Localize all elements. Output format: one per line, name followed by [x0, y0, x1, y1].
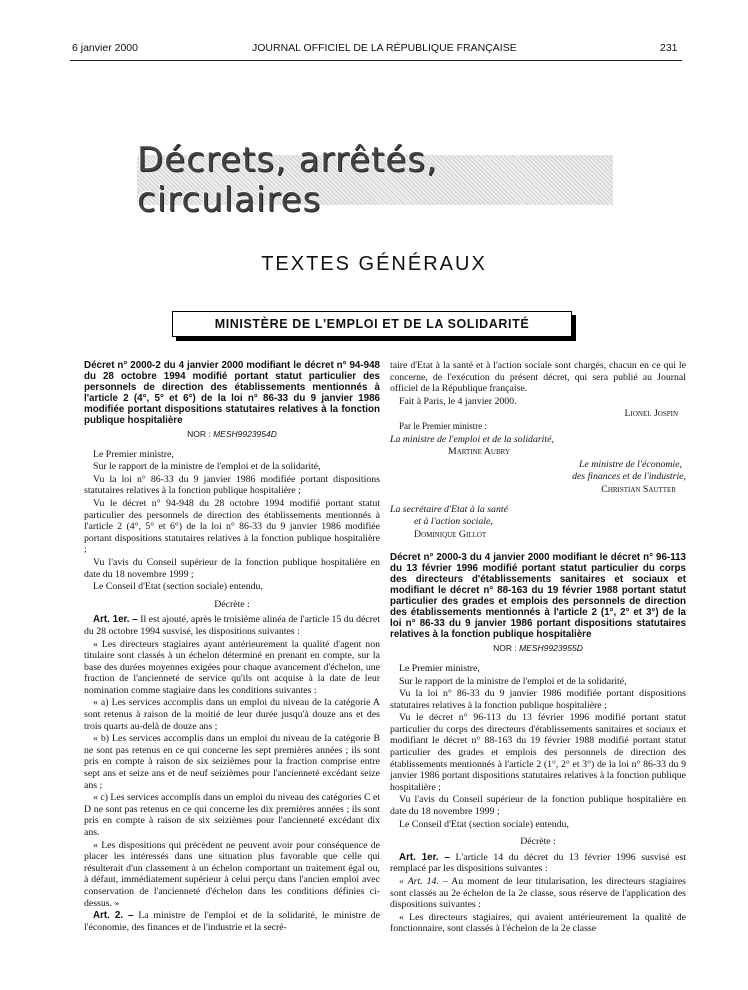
article-1 [390, 852, 686, 875]
nor-label: NOR : [493, 643, 517, 654]
decree-title: Décret n° 2000-2 du 4 janvier 2000 modifiant le décret n° 94-948 du 28 octobre 1994 modifié portant statut particulier des personnels de direction des établissements mentionnés à l'article 2 (4°, 5° et 6°) de la loi n° 86-33 du 9 janvier 1986 modifiée portant dispositions statutaires relatives à la fonction publique hospitalière [84, 360, 380, 426]
signature-aubry: Martine Aubry [448, 446, 510, 458]
header-page-number: 231 [660, 42, 678, 54]
header-date: 6 janvier 2000 [72, 42, 138, 54]
paragraph: Vu la loi n° 86-33 du 9 janvier 1986 modifiée portant dispositions statutaires relatives à la fonction publique hospitalière ; [84, 473, 380, 497]
article-1 [84, 614, 380, 637]
section-title: TEXTES GÉNÉRAUX [261, 253, 487, 275]
decrete-heading: Décrète : [520, 836, 556, 848]
paragraph: Sur le rapport de la ministre de l'emploi et de la solidarité, [93, 461, 321, 473]
paragraph: Le Conseil d'Etat (section sociale) entendu, [93, 581, 263, 593]
paragraph: Vu le décret n° 94-948 du 28 octobre 1994 modifié portant statut particulier des personnels de direction des établissements mentionnés à l'article 2 (4°, 5° et 6°) de la loi n° 86-33 du 9 janvier 1986 modifiée portant dispositions statutaires relatives à la fonction publique hospitalière ; [84, 497, 380, 556]
right-column [390, 360, 686, 936]
quote-paragraph: « Les dispositions qui précèdent ne peuvent avoir pour conséquence de placer les intéressés dans une situation plus favorable que celle qui résulterait d'un classement à un échelon comportant un traitement égal ou, à défaut, immédiatement supérieur à celui perçu dans l'ancien emploi avec conservation de l'ancienneté d'échelon dans les conditions définies ci-dessus. » [84, 839, 380, 909]
nor-reference [390, 643, 686, 655]
signature-sautter: Christian Sautter [601, 483, 676, 495]
article-14 [390, 876, 686, 911]
nor-code: MESH9923954D [213, 429, 277, 439]
section-banner [137, 140, 613, 220]
signature-pm: Lionel Jospin [624, 408, 678, 420]
paragraph: Fait à Paris, le 4 janvier 2000. [399, 395, 517, 407]
article-text: La ministre de l'emploi et de la solidarité, le ministre de l'économie, des finances et de l'industrie et la secré- [84, 910, 381, 933]
nor-reference [84, 429, 380, 441]
paragraph: Vu l'avis du Conseil supérieur de la fonction publique hospitalière en date du 18 novembre 1999 ; [84, 556, 380, 580]
banner-title: Décrets, arrêtés, circulaires [137, 140, 438, 220]
signature-caption: et à l'action sociale, [414, 516, 493, 528]
article-2 [84, 910, 380, 933]
ministry-title: MINISTÈRE DE L'EMPLOI ET DE LA SOLIDARITÉ [214, 317, 530, 331]
article-text: L'article 14 du décret du 13 février 1996 susvisé est remplacé par les dispositions suivantes : [390, 851, 687, 875]
paragraph: Vu la loi n° 86-33 du 9 janvier 1986 modifiée portant dispositions statutaires relatives à la fonction publique hospitalière ; [390, 688, 686, 711]
quote-paragraph: « b) Les services accomplis dans un emploi du niveau de la catégorie B ne sont pas retenus en ce qui concerne les sept premières années ; ils sont pris en compte à raison de six seizièmes pour la fraction comprise entre sept ans et seize ans et de neuf seizièmes pour l'ancienneté excédant seize ans ; [84, 733, 380, 791]
article-text: Il est ajouté, après le troisième alinéa de l'article 15 du décret du 28 octobre 1994 susvisé, les dispositions suivantes : [84, 614, 381, 637]
header-journal-title: JOURNAL OFFICIEL DE LA RÉPUBLIQUE FRANÇAISE [252, 42, 517, 54]
paragraph: Vu le décret n° 96-113 du 13 février 1996 modifié portant statut particulier du corps des directeurs d'établissements sanitaires et sociaux et modifiant le décret n° 88-163 du 19 février 1988 modifié portant statut particulier des grades et emplois des personnels de direction des établissements mentionnés à l'article 2 (1°, 2° et 3°) de la loi n° 86-33 du 9 janvier 1986 portant dispositions statutaires relatives à la fonction publique hospitalière ; [390, 712, 686, 793]
signature-gillot: Dominique Gillot [414, 528, 487, 540]
article-label: Art. 1er. – [93, 614, 138, 626]
paragraph: Le Premier ministre, [93, 448, 174, 460]
left-column [84, 360, 380, 934]
article-label: « Art. 14. – [399, 876, 448, 887]
article-text: Au moment de leur titularisation, les directeurs stagiaires sont classés au 2e échelon de la 2e classe, sous réserve de l'application des dispositions suivantes : [390, 876, 686, 911]
quote-paragraph: « Les directeurs stagiaires ayant antérieurement la qualité d'agent non titulaire sont classés à un échelon déterminé en prenant en compte, sur la base des durées moyennes exigées pour chaque avancement d'échelon, une fraction de l'ancienneté de service qu'ils ont acquise à la date de leur nomination comme stagiaire dans les conditions suivantes : [84, 638, 380, 696]
ministry-box [172, 311, 572, 337]
paragraph: taire d'Etat à la santé et à l'action sociale sont chargés, chacun en ce qui le concerne, de l'exécution du présent décret, qui sera publié au Journal officiel de la République française. [390, 360, 686, 395]
article-label: Art. 2. – [93, 910, 134, 922]
nor-label: NOR : [187, 429, 211, 439]
quote-paragraph: « a) Les services accomplis dans un emploi du niveau de la catégorie A sont retenus à raison de la moitié de leur durée jusqu'à douze ans et des trois quarts au-delà de douze ans ; [84, 697, 380, 732]
header-rule [70, 60, 682, 61]
paragraph: Le Premier ministre, [399, 662, 480, 674]
signature-caption: Par le Premier ministre : [399, 420, 487, 431]
signature-caption: La ministre de l'emploi et de la solidarité, [390, 433, 554, 445]
paragraph: Le Conseil d'Etat (section sociale) entendu, [399, 818, 569, 830]
decree-title: Décret n° 2000-3 du 4 janvier 2000 modifiant le décret n° 96-113 du 13 février 1996 modifié portant statut particulier du corps des directeurs d'établissements sanitaires et sociaux et modifiant le décret n° 88-163 du 19 février 1988 portant statut particulier des grades et emplois des personnels de direction des établissements mentionnés à l'article 2 (1°, 2° et 3°) de la loi n° 86-33 du 9 janvier 1986 portant dispositions statutaires relatives à la fonction publique hospitalière [390, 552, 686, 641]
signature-caption: des finances et de l'industrie, [572, 471, 686, 483]
signature-caption: Le ministre de l'économie, [579, 458, 682, 470]
paragraph: Vu l'avis du Conseil supérieur de la fonction publique hospitalière en date du 18 novembre 1999 ; [390, 794, 686, 818]
decrete-heading: Décrète : [214, 598, 250, 610]
paragraph: Sur le rapport de la ministre de l'emploi et de la solidarité, [399, 675, 627, 687]
quote-paragraph: « c) Les services accomplis dans un emploi du niveau des catégories C et D ne sont pas retenus en ce qui concerne les dix premières années ; ils sont pris en compte à raison de six seizièmes pour l'ancienneté excédant dix ans. [84, 792, 381, 838]
nor-code: MESH9923955D [519, 643, 583, 654]
quote-paragraph: « Les directeurs stagiaires, qui avaient antérieurement la qualité de fonctionnaire, sont classés à l'échelon de la 2e classe [390, 911, 686, 935]
article-label: Art. 1er. – [399, 851, 450, 863]
signature-caption: La secrétaire d'Etat à la santé [390, 503, 508, 515]
